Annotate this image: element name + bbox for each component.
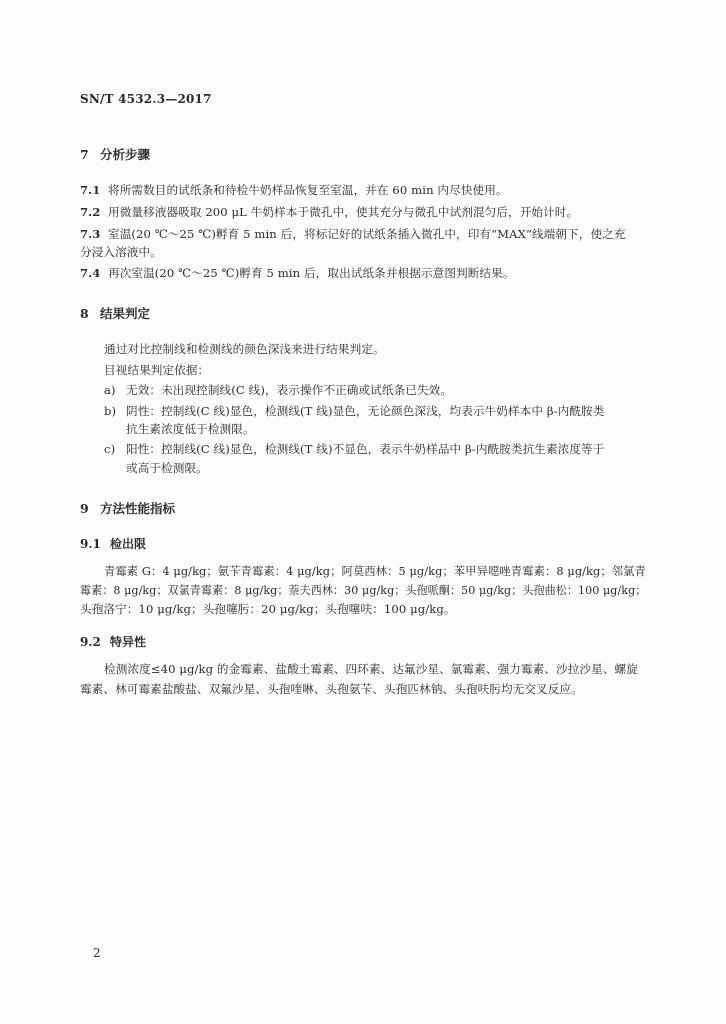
- specificity-line-1: 检测浓度≤40 μg/kg 的金霉素、盐酸土霉素、四环素、达氟沙星、氯霉素、强力霉素、沙拉沙星、螺旋: [104, 662, 638, 676]
- detection-limit-line-1: 青霉素 G：4 μg/kg；氨苄青霉素：4 μg/kg；阿莫西林：5 μg/kg；苯甲异噁唑青霉素：8 μg/kg；邻氯青: [104, 564, 646, 578]
- detection-limit-line-3: 头孢洛宁：10 μg/kg；头孢噻肟：20 μg/kg；头孢噻呋：100 μg/kg。: [80, 602, 456, 616]
- subsection-9-1-heading: 9.1 检出限: [80, 537, 147, 551]
- paragraph: 目视结果判定依据：: [104, 363, 210, 377]
- section-number: 9: [80, 501, 89, 516]
- section-9-heading: [80, 499, 175, 517]
- list-item-c: c) 阳性：控制线(C 线)显色，检测线(T 线)不显色，表示牛奶样品中 β-内酰胺类抗生素浓度等于: [104, 442, 605, 456]
- specificity-line-2: 霉素、林可霉素盐酸盐、双氟沙星、头孢喹啉、头孢氨苄、头孢匹林钠、头孢呋肟均无交叉反应。: [80, 682, 583, 696]
- document-number: SN/T 4532.3—2017: [80, 92, 212, 106]
- list-item-c-continued: 或高于检测限。: [126, 461, 208, 475]
- step-7-3: 7.3 室温(20 ℃～25 ℃)孵育 5 min 后，将标记好的试纸条插入微孔中，印有“MAX”线端朝下，使之充: [80, 227, 626, 241]
- list-item-a: a) 无效：未出现控制线(C 线)，表示操作不正确或试纸条已失效。: [104, 383, 453, 397]
- detection-limit-line-2: 霉素：8 μg/kg；双氯青霉素：8 μg/kg；萘夫西林：30 μg/kg；头孢哌酮：50 μg/kg；头孢曲松：100 μg/kg；: [80, 583, 647, 597]
- section-title: 分析步骤: [100, 147, 151, 162]
- step-7-1: 7.1 将所需数目的试纸条和待检牛奶样品恢复至室温，并在 60 min 内尽快使用。: [80, 183, 508, 197]
- page-number: 2: [93, 946, 101, 960]
- list-item-b-continued: 抗生素浓度低于检测限。: [126, 422, 255, 436]
- section-7-heading: [80, 145, 150, 163]
- section-title: 方法性能指标: [100, 501, 176, 516]
- section-title: 结果判定: [100, 306, 151, 321]
- paragraph: 通过对比控制线和检测线的颜色深浅来进行结果判定。: [104, 342, 385, 356]
- section-number: 7: [80, 147, 89, 162]
- step-7-3-continued: 分浸入溶液中。: [80, 245, 162, 259]
- list-item-b: b) 阴性：控制线(C 线)显色，检测线(T 线)显色，无论颜色深浅，均表示牛奶样本中 β-内酰胺类: [104, 404, 605, 418]
- section-number: 8: [80, 306, 89, 321]
- section-8-heading: [80, 304, 150, 322]
- subsection-9-2-heading: 9.2 特异性: [80, 635, 147, 649]
- step-7-4: 7.4 再次室温(20 ℃～25 ℃)孵育 5 min 后，取出试纸条并根据示意图判断结果。: [80, 266, 515, 280]
- step-7-2: 7.2 用微量移液器吸取 200 μL 牛奶样本于微孔中，使其充分与微孔中试剂混匀后，开始计时。: [80, 205, 579, 219]
